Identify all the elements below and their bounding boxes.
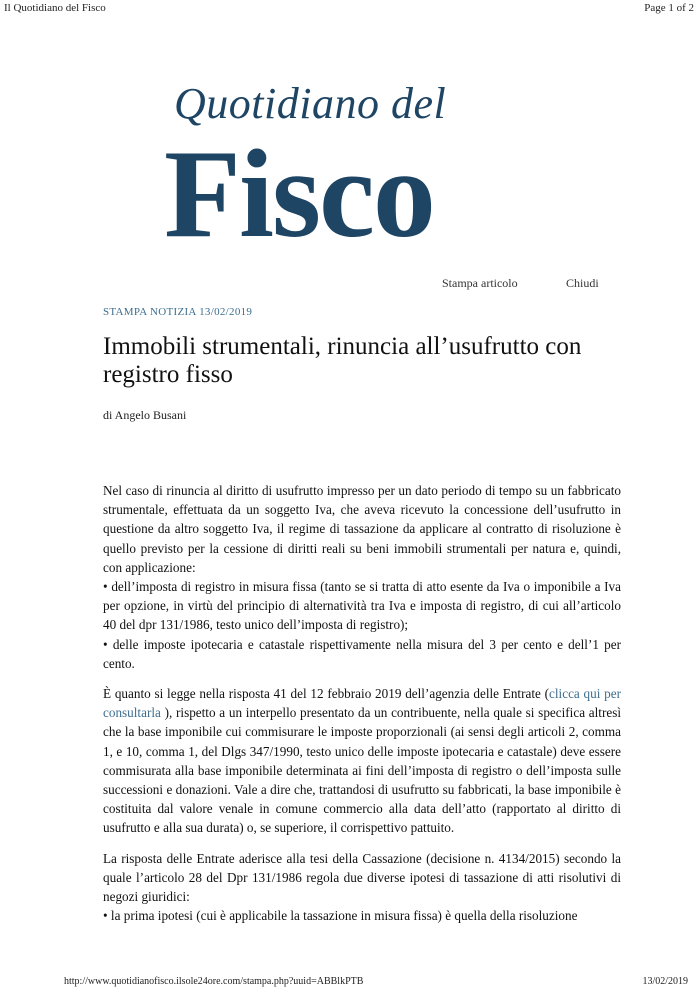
paragraph-2-after: ), rispetto a un interpello presentato da un contribuente, nella quale si specifica altresì che la base imponibile cui commisurare le imposte proporzionali (ai sensi degli articoli 2, comma 1, e 10, comma 1, del Dlgs 347/1990, testo unico delle imposte ipotecaria e catastale) deve essere commisurata alla base imponibile determinata ai fini dell’imposta di registro o dell’imposta sulle successioni e donazioni. Vale a dire che, trattandosi di usufrutto su fabbricati, la base imponibile è costituita dal valore venale in comune commercio alla data dell’atto (rapportato al diritto di usufrutto e alla sua durata) o, se superiore, il corrispettivo pattuito. [103, 705, 621, 836]
bullet-registro-fisso: • dell’imposta di registro in misura fissa (tanto se si tratta di atto esente da Iva o imponibile a Iva per opzione, in virtù del principio di alternatività tra Iva e imposta di registro, di cui all’articolo 40 del dpr 131/1986, testo unico dell’imposta di registro); [103, 579, 621, 633]
print-header-page: Page 1 of 2 [644, 2, 694, 14]
article-author: di Angelo Busani [103, 408, 187, 422]
article-body [103, 481, 621, 936]
print-footer-url: http://www.quotidianofisco.ilsole24ore.com/stampa.php?uuid=ABBlkPTB [64, 976, 364, 987]
print-footer-date: 13/02/2019 [642, 976, 688, 987]
paragraph-3-text: La risposta delle Entrate aderisce alla tesi della Cassazione (decisione n. 4134/2015) secondo la quale l’articolo 28 del Dpr 131/1986 regola due diverse ipotesi di tassazione di atti risolutivi di negozi giuridici: [103, 850, 621, 905]
close-link[interactable]: Chiudi [566, 276, 599, 290]
article-kicker: STAMPA NOTIZIA 13/02/2019 [103, 306, 253, 318]
logo-line-1: Quotidiano del [174, 79, 447, 128]
bullet-ipotecaria-catastale: • delle imposte ipotecaria e catastale rispettivamente nella misura del 3 per cento e dell’1 per cento. [103, 636, 621, 671]
bullet-prima-ipotesi: • la prima ipotesi (cui è applicabile la tassazione in misura fissa) è quella della risoluzione [103, 908, 578, 924]
paragraph-1 [103, 481, 621, 673]
consult-link[interactable]: clicca qui per consultarla [103, 686, 621, 721]
paragraph-2-before: È quanto si legge nella risposta 41 del 12 febbraio 2019 dell’agenzia delle Entrate ( [103, 686, 550, 702]
paragraph-3 [103, 849, 621, 926]
paragraph-2 [103, 684, 621, 838]
paragraph-1-text: Nel caso di rinuncia al diritto di usufrutto impresso per un dato periodo di tempo su un fabbricato strumentale, effettuata da un soggetto Iva, che aveva ricevuto la concessione dell’usufrutto in questione da altro soggetto Iva, il regime di tassazione da applicare al contratto di risoluzione è quello previsto per la cessione di diritti reali su beni immobili strumentali per natura e, quindi, con applicazione: [103, 483, 621, 575]
logo-line-2: Fisco [164, 125, 434, 264]
print-header-title: Il Quotidiano del Fisco [4, 2, 106, 14]
article-title: Immobili strumentali, rinuncia all’usufrutto con registro fisso [103, 333, 582, 388]
print-article-link[interactable]: Stampa articolo [442, 276, 518, 290]
